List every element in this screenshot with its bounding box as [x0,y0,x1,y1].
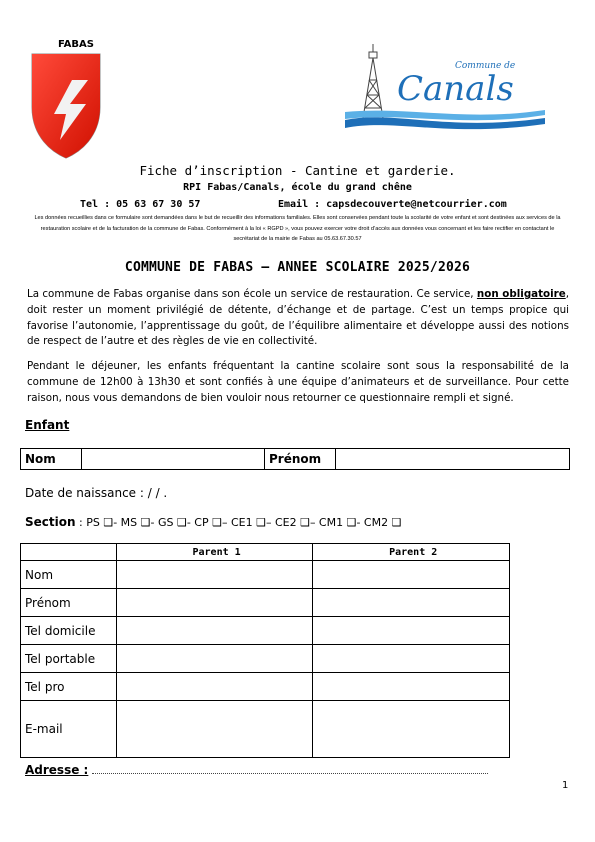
row-label-tel-portable: Tel portable [21,645,117,673]
child-prenom-field[interactable] [336,449,570,470]
adresse-row [25,763,88,777]
email: Email : capsdecouverte@netcourrier.com [278,199,507,210]
canals-logo-small: Commune de [455,61,516,71]
prenom-label: Prénom [265,449,336,470]
parent-1-tel-domicile-field[interactable] [116,617,313,645]
parent-2-email-field[interactable] [313,701,510,758]
parent-1-tel-pro-field[interactable] [116,673,313,701]
parents-table-corner [21,544,117,561]
nom-label: Nom [21,449,82,470]
row-label-tel-domicile: Tel domicile [21,617,117,645]
parent-1-header: Parent 1 [116,544,313,561]
parent-2-tel-domicile-field[interactable] [313,617,510,645]
form-title: Fiche d’inscription - Cantine et garderie. [139,163,456,178]
parent-1-nom-field[interactable] [116,561,313,589]
fabas-logo-label: FABAS [58,39,94,50]
parent-2-header: Parent 2 [313,544,510,561]
canals-logo [345,40,545,135]
parent-1-tel-portable-field[interactable] [116,645,313,673]
enfant-section-title: Enfant [25,418,70,432]
parent-2-nom-field[interactable] [313,561,510,589]
section-options[interactable]: : PS ❑- MS ❑- GS ❑- CP ❑– CE1 ❑– CE2 ❑– CM1 ❑- CM2 ❑ [79,516,402,529]
child-nom-field[interactable] [82,449,265,470]
school-name: RPI Fabas/Canals, école du grand chêne [183,182,412,193]
parent-2-tel-pro-field[interactable] [313,673,510,701]
gdpr-notice: Les données recueillies dans ce formulaire sont demandées dans le but de recueillir des informations familiales. Elles sont conservées pendant toute la scolarité de votre enfant et sont destinées aux services de la restauration scolaire et de la facturation de la commune de Fabas. Conformément à la loi « RGPD », vous pouvez exercer votre droit d’accès aux données vous concernant et les faire rectifier en contactant le secrétariat de la mairie de Fabas au 05.63.67.30.57 [34,215,561,242]
parent-2-tel-portable-field[interactable] [313,645,510,673]
page-number: 1 [562,780,569,791]
section-label: Section [25,515,76,529]
date-of-birth-field[interactable]: Date de naissance : / / . [25,486,168,500]
intro-text-end: , doit rester un moment privilégié de détente, d’échange et de partage. C’est un temps propice qui favorise l’autonomie, l’apprentissage du goût, de l’équilibre alimentaire et développe aussi des notions de respect de l’autre et des règles de vie en collectivité. [27,288,570,348]
row-label-nom: Nom [21,561,117,589]
lunch-paragraph: Pendant le déjeuner, les enfants fréquentant la cantine scolaire sont sous la responsabilité de la commune de 12h00 à 13h30 et sont confiés à une équipe d’animateurs et de surveillance. Pour cette raison, nous vous demandons de bien vouloir nous retourner ce questionnaire rempli et signé. [27,360,569,404]
section-choice[interactable] [25,515,401,529]
non-obligatoire-emphasis: non obligatoire [476,288,566,300]
page-heading: COMMUNE DE FABAS – ANNEE SCOLAIRE 2025/2026 [124,260,471,275]
intro-text-start: La commune de Fabas organise dans son école un service de restauration. Ce service, [27,288,477,300]
row-label-prenom: Prénom [21,589,117,617]
child-name-table [20,448,570,470]
canals-logo-name: Canals [397,69,514,109]
fabas-coat-of-arms [30,52,102,160]
parents-table [20,543,510,758]
row-label-tel-pro: Tel pro [21,673,117,701]
adresse-label: Adresse : [25,763,89,777]
intro-paragraph [27,287,569,350]
parent-1-prenom-field[interactable] [116,589,313,617]
telephone: Tel : 05 63 67 30 57 [80,199,201,210]
row-label-email: E-mail [21,701,117,758]
parent-1-email-field[interactable] [116,701,313,758]
adresse-field[interactable] [92,773,488,774]
parent-2-prenom-field[interactable] [313,589,510,617]
